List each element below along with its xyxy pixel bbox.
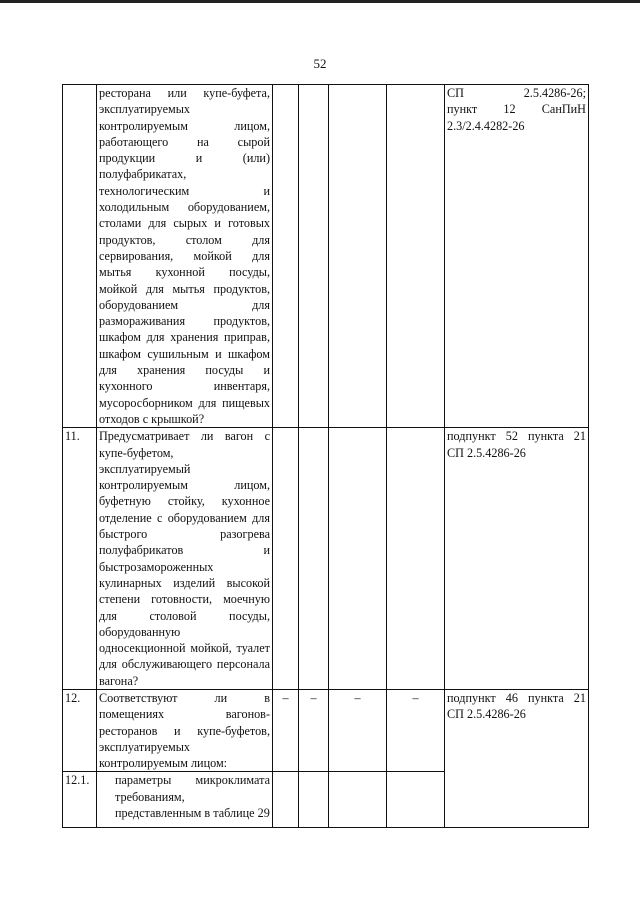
reference-cell — [445, 85, 589, 428]
question-line: купе-буфетом, — [99, 445, 174, 460]
question-line: для обслуживающего персонала — [99, 657, 270, 672]
question-cell — [97, 428, 273, 690]
question-line: кулинарных изделий высокой — [99, 575, 270, 590]
reference-cell — [445, 428, 589, 690]
answer-cell-3 — [329, 85, 387, 428]
top-border-line — [0, 0, 640, 3]
answer-cell-2: – — [299, 689, 329, 771]
question-line: контролируемым лицом, — [99, 118, 270, 133]
question-line: оборудованием для — [99, 297, 270, 312]
answer-cell-4 — [387, 85, 445, 428]
answer-cell-1 — [273, 772, 299, 828]
question-line: полуфабрикатов и — [99, 543, 270, 558]
row-number — [63, 85, 97, 428]
question-line: односекционной мойкой, туалет — [99, 641, 270, 656]
question-line: продуктов, столом для — [99, 232, 270, 247]
question-line: мойкой для мытья продуктов, — [99, 281, 270, 296]
question-line: столами для сырых и готовых — [99, 216, 270, 231]
question-line: технологическим и — [99, 183, 270, 198]
question-line: шкафом сушильным и шкафом — [99, 346, 270, 361]
answer-cell-2 — [299, 772, 329, 828]
answer-cell-1 — [273, 428, 299, 690]
question-cell — [97, 689, 273, 771]
question-line: размораживания продуктов, — [99, 314, 270, 329]
question-line: буфетную стойку, кухонное — [99, 494, 270, 509]
table-row — [63, 85, 589, 428]
reference-line: 2.3/2.4.4282-26 — [447, 118, 525, 133]
question-line: шкафом для хранения приправ, — [99, 330, 270, 345]
answer-cell-1 — [273, 85, 299, 428]
question-cell — [97, 772, 273, 828]
question-line: степени готовности, моечную — [99, 592, 270, 607]
question-line: представленным в таблице 29 — [115, 806, 270, 821]
question-cell — [97, 85, 273, 428]
question-line: быстрозамороженных — [99, 559, 214, 574]
question-line: оборудованную — [99, 624, 181, 639]
table-row — [63, 428, 589, 690]
answer-cell-2 — [299, 85, 329, 428]
question-line: продукции и (или) — [99, 151, 270, 166]
answer-cell-3 — [329, 428, 387, 690]
row-number: 12.1. — [63, 772, 97, 828]
question-line: Соответствуют ли в — [99, 690, 270, 705]
question-line: контролируемым лицом, — [99, 478, 270, 493]
question-line: помещениях вагонов- — [99, 707, 270, 722]
row-number: 12. — [63, 689, 97, 771]
row-number: 11. — [63, 428, 97, 690]
question-line: сервирования, мойкой для — [99, 248, 270, 263]
answer-cell-1: – — [273, 689, 299, 771]
reference-line: СП 2.5.4286-26 — [447, 445, 526, 460]
question-line: параметры микроклимата — [115, 773, 270, 788]
reference-line: СП 2.5.4286-26; — [447, 86, 586, 100]
question-line: эксплуатируемых — [99, 739, 191, 754]
checklist-table — [62, 84, 589, 828]
answer-cell-2 — [299, 428, 329, 690]
question-line: холодильным оборудованием, — [99, 200, 270, 215]
answer-cell-4 — [387, 772, 445, 828]
question-line: ресторанов и купе-буфетов, — [99, 723, 270, 738]
question-line: мусоросборником для пищевых — [99, 395, 270, 410]
question-line: полуфабрикатах, — [99, 167, 187, 182]
question-line: Предусматривает ли вагон с — [99, 429, 270, 444]
question-line: контролируемым лицом: — [99, 756, 228, 771]
question-line: мытья кухонной посуды, — [99, 265, 270, 280]
reference-line: подпункт 52 пункта 21 — [447, 429, 586, 444]
page-number: 52 — [313, 56, 327, 71]
reference-line: СП 2.5.4286-26 — [447, 707, 526, 722]
question-line: кухонного инвентаря, — [99, 379, 270, 394]
question-line: отделение с оборудованием для — [99, 510, 270, 525]
answer-cell-3 — [329, 772, 387, 828]
table-row — [63, 689, 589, 771]
question-line: ресторана или купе-буфета, — [99, 86, 270, 100]
question-line: эксплуатируемых — [99, 102, 191, 117]
reference-line: подпункт 46 пункта 21 — [447, 690, 586, 705]
answer-cell-4 — [387, 428, 445, 690]
question-line: отходов с крышкой? — [99, 411, 205, 426]
answer-cell-3: – — [329, 689, 387, 771]
question-line: быстрого разогрева — [99, 527, 270, 542]
question-line: вагона? — [99, 673, 139, 688]
reference-line: пункт 12 СанПиН — [447, 102, 586, 117]
question-line: требованиям, — [115, 789, 185, 804]
answer-cell-4: – — [387, 689, 445, 771]
question-line: работающего на сырой — [99, 134, 270, 149]
question-line: для хранения посуды и — [99, 363, 270, 378]
reference-cell — [445, 689, 589, 827]
question-line: для столовой посуды, — [99, 608, 270, 623]
question-line: эксплуатируемый — [99, 461, 191, 476]
